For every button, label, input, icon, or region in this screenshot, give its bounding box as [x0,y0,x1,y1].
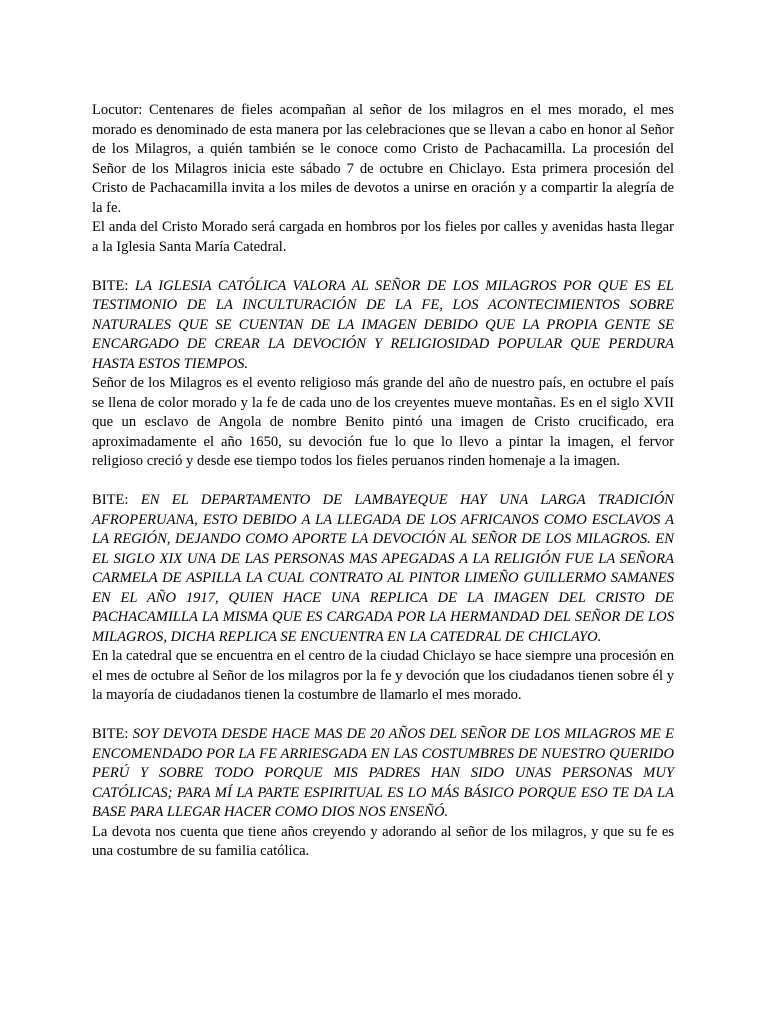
paragraph-devotee: La devota nos cuenta que tiene años creyendo y adorando al señor de los milagros, y que su fe es una costumbre de su familia católica. [92,823,674,859]
bite-text: EN EL DEPARTAMENTO DE LAMBAYEQUE HAY UNA LARGA TRADICIÓN AFROPERUANA, ESTO DEBIDO A LA LLEGADA DE LOS AFRICANOS COMO ESCLAVOS A LA REGIÓN, DEJANDO COMO APORTE LA DEVOCIÓN AL SEÑOR DE LOS MILAGROS. EN EL SIGLO XIX UNA DE LAS PERSONAS MAS APEGADAS A LA RELIGIÓN FUE LA SEÑORA CARMELA DE ASPILLA LA CUAL CONTRATO AL PINTOR LIMEÑO GUILLERMO SAMANES EN EL AÑO 1917, QUIEN HACE UNA REPLICA DE LA IMAGEN DEL CRISTO DE PACHACAMILLA LA MISMA QUE ES CARGADA POR LA HERMANDAD DEL SEÑOR DE LOS MILAGROS, DICHA REPLICA SE ENCUENTRA EN LA CATEDRAL DE CHICLAYO. [92,492,674,645]
bite-label: BITE: [92,492,129,508]
bite-text: SOY DEVOTA DESDE HACE MAS DE 20 AÑOS DEL SEÑOR DE LOS MILAGROS ME E ENCOMENDADO POR LA FE ARRIESGADA EN LAS COSTUMBRES DE NUESTRO QUERIDO PERÚ Y SOBRE TODO PORQUE MIS PADRES HAN SIDO UNAS PERSONAS MUY CATÓLICAS; PARA MÍ LA PARTE ESPIRITUAL ES LO MÁS BÁSICO PORQUE ESO TE DA LA BASE PARA LLEGAR HACER COMO DIOS NOS ENSEÑÓ. [92,726,674,820]
intro-text: Centenares de fieles acompañan al señor de los milagros en el mes morado, el mes morado es denominado de esta manera por las celebraciones que se llevan a cabo en honor al Señor de los Milagros, a quién también se le conoce como Cristo de Pachacamilla. La procesión del Señor de los Milagros inicia este sábado 7 de octubre en Chiclayo. Esta primera procesión del Cristo de Pachacamilla invita a los miles de devotos a unirse en oración y a compartir la alegría de la fe. [92,102,674,216]
speaker-label: Locutor: [92,102,143,118]
bite-quote-3 [92,725,674,823]
bite-quote-1 [92,277,674,375]
bite-label: BITE: [92,726,129,742]
paragraph-cathedral: En la catedral que se encuentra en el centro de la ciudad Chiclayo se hace siempre una procesión en el mes de octubre al Señor de los milagros por la fe y devoción que los ciudadanos tienen sobre él y la mayoría de ciudadanos tienen la costumbre de llamarlo el mes morado. [92,648,674,703]
intro-paragraph [92,101,674,218]
paragraph-gap [92,257,674,277]
paragraph-gap [92,472,674,492]
paragraph-anda: El anda del Cristo Morado será cargada en hombros por los fieles por calles y avenidas hasta llegar a la Iglesia Santa María Catedral. [92,219,674,255]
paragraph-gap [92,706,674,726]
bite-label: BITE: [92,277,129,294]
paragraph-history: Señor de los Milagros es el evento religioso más grande del año de nuestro país, en octubre el país se llena de color morado y la fe de cada uno de los creyentes mueve montañas. Es en el siglo XVII que un esclavo de Angola de nombre Benito pintó una imagen de Cristo crucificado, era aproximadamente el año 1650, su devoción fue lo que lo llevo a pintar la imagen, el fervor religioso creció y desde ese tiempo todos los fieles peruanos rinden homenaje a la imagen. [92,375,674,469]
bite-quote-2 [92,491,674,647]
bite-text: LA IGLESIA CATÓLICA VALORA AL SEÑOR DE LOS MILAGROS POR QUE ES EL TESTIMONIO DE LA INCULTURACIÓN DE LA FE, LOS ACONTECIMIENTOS SOBRE NATURALES QUE SE CUENTAN DE LA IMAGEN DEBIDO QUE LA PROPIA GENTE SE ENCARGADO DE CREAR LA DEVOCIÓN Y RELIGIOSIDAD POPULAR QUE PERDURA HASTA ESTOS TIEMPOS. [92,277,674,372]
document-page [92,101,674,862]
